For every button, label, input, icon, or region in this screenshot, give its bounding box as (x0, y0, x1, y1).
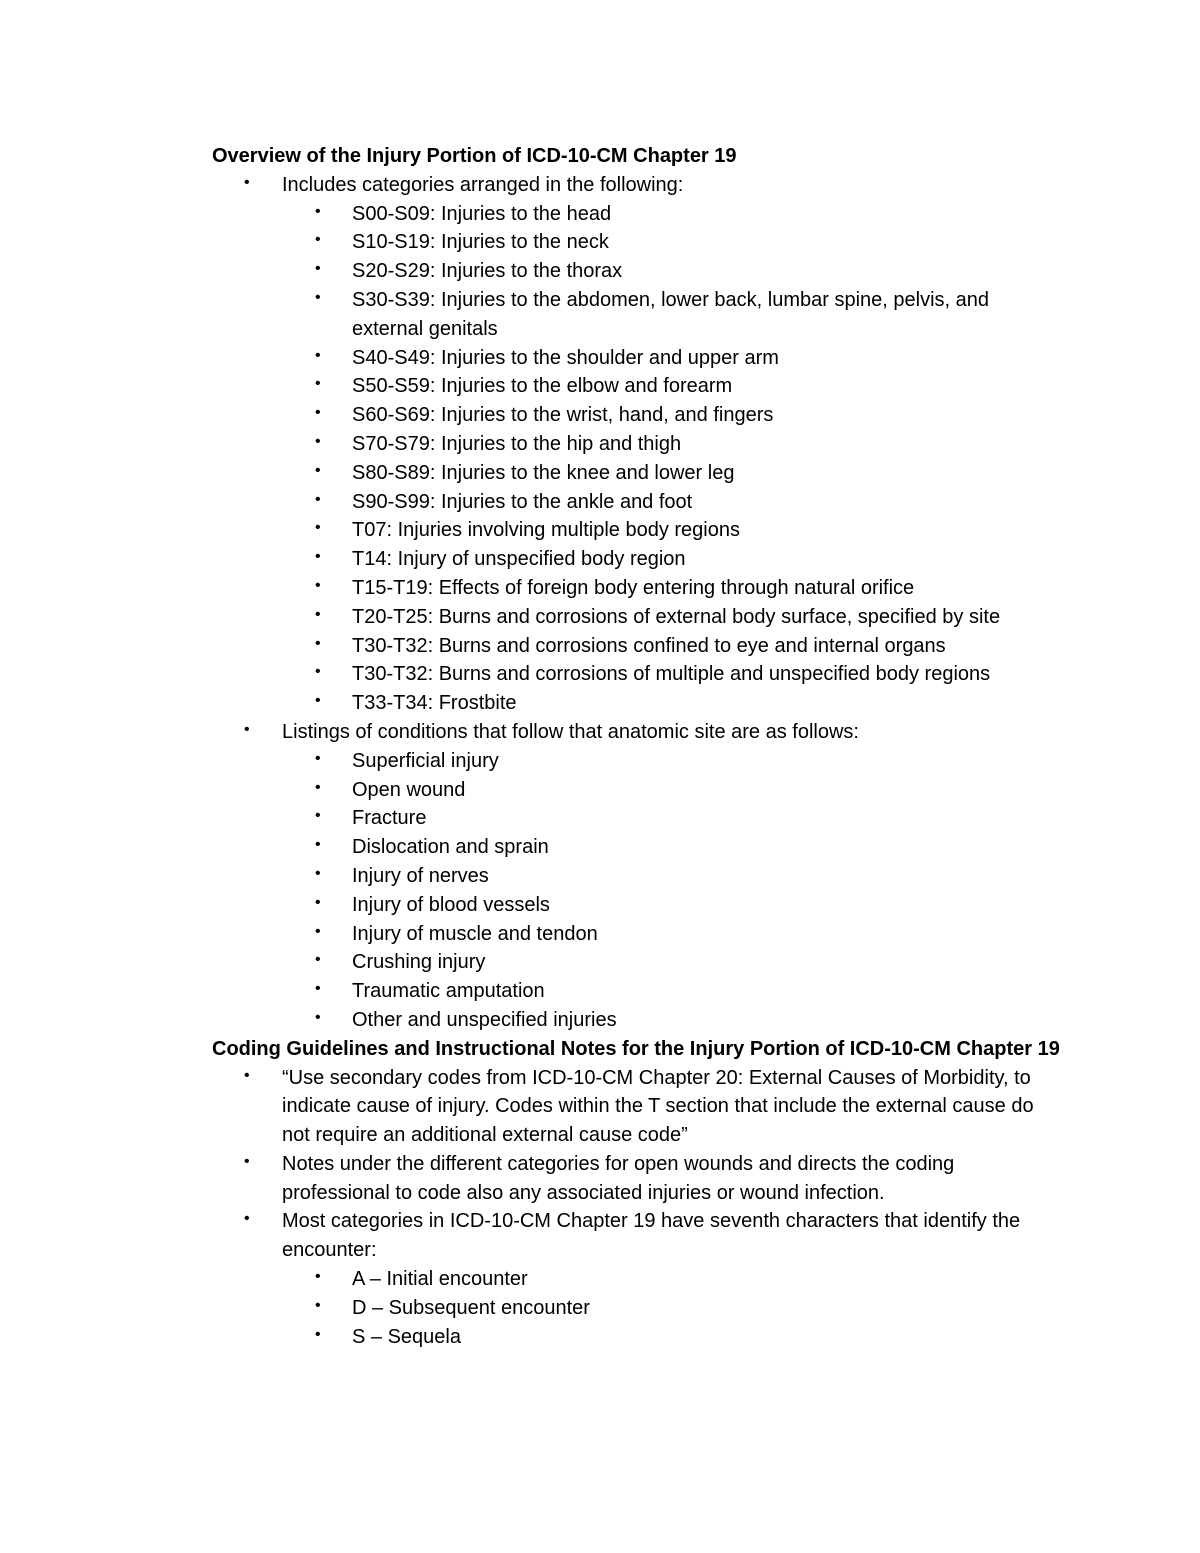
bullet-icon: • (315, 836, 321, 854)
list-item-text: Notes under the different categories for open wounds and directs the coding professional to code also any associated injuries or wound infection. (282, 1152, 955, 1204)
list-item (212, 459, 1062, 488)
bullet-icon: • (315, 663, 321, 681)
list-item (212, 516, 1062, 545)
bullet-icon: • (315, 634, 321, 652)
list-item (212, 1323, 1062, 1352)
list-item-text: T20-T25: Burns and corrosions of external body surface, specified by site (352, 605, 1001, 628)
bullet-icon: • (315, 778, 321, 796)
list-item (212, 603, 1062, 632)
bullet-icon: • (315, 461, 321, 479)
condition-list (212, 747, 1062, 1035)
list-item (212, 833, 1062, 862)
bullet-icon: • (244, 1210, 250, 1228)
bullet-icon: • (244, 173, 250, 191)
bullet-icon: • (315, 922, 321, 940)
list-item (212, 1150, 1062, 1208)
bullet-icon: • (315, 202, 321, 220)
list-item (212, 747, 1062, 776)
category-list (212, 200, 1062, 718)
list-item (212, 948, 1062, 977)
list-item (212, 718, 1062, 1035)
list-item-text: S50-S59: Injuries to the elbow and forearm (352, 375, 733, 398)
section-heading-overview: Overview of the Injury Portion of ICD-10-CM Chapter 19 (212, 145, 737, 167)
list-item (212, 977, 1062, 1006)
bullet-icon: • (315, 548, 321, 566)
list-item-text: T14: Injury of unspecified body region (352, 548, 686, 571)
list-item-text: Dislocation and sprain (352, 836, 549, 859)
bullet-icon: • (315, 1296, 321, 1314)
list-item (212, 1265, 1062, 1294)
list-item-text: T30-T32: Burns and corrosions of multiple and unspecified body regions (352, 663, 991, 686)
list-item (212, 545, 1062, 574)
list-item (212, 171, 1062, 718)
bullet-icon: • (315, 490, 321, 508)
bullet-icon: • (315, 692, 321, 710)
list-item-text: Injury of nerves (352, 864, 489, 887)
bullet-icon: • (315, 375, 321, 393)
overview-list (212, 171, 1062, 1035)
list-item-text: Open wound (352, 778, 466, 801)
list-item-text: Listings of conditions that follow that anatomic site are as follows: (282, 720, 859, 743)
list-item-text: D – Subsequent encounter (352, 1296, 590, 1319)
list-item (212, 574, 1062, 603)
list-item (212, 228, 1062, 257)
list-item (212, 200, 1062, 229)
list-item (212, 286, 1062, 344)
bullet-icon: • (315, 346, 321, 364)
list-item-text: A – Initial encounter (352, 1268, 528, 1291)
list-item (212, 1294, 1062, 1323)
list-item (212, 862, 1062, 891)
list-item (212, 660, 1062, 689)
list-item (212, 488, 1062, 517)
list-item-text: S00-S09: Injuries to the head (352, 202, 612, 225)
bullet-icon: • (244, 1066, 250, 1084)
bullet-icon: • (315, 1325, 321, 1343)
document-body (212, 142, 1062, 1351)
list-item-text: T33-T34: Frostbite (352, 692, 517, 715)
bullet-icon: • (244, 720, 250, 738)
list-item (212, 401, 1062, 430)
bullet-icon: • (315, 605, 321, 623)
list-item-text: S80-S89: Injuries to the knee and lower leg (352, 461, 735, 484)
bullet-icon: • (315, 519, 321, 537)
bullet-icon: • (315, 432, 321, 450)
list-item-text: S – Sequela (352, 1325, 461, 1348)
list-item (212, 257, 1062, 286)
list-item-text: Fracture (352, 807, 427, 830)
list-item (212, 1207, 1062, 1351)
bullet-icon: • (315, 1268, 321, 1286)
bullet-icon: • (315, 1008, 321, 1026)
list-item (212, 804, 1062, 833)
list-item-text: T15-T19: Effects of foreign body entering through natural orifice (352, 576, 915, 599)
list-item (212, 891, 1062, 920)
section-heading-coding-guidelines: Coding Guidelines and Instructional Notes for the Injury Portion of ICD-10-CM Chapter 19 (212, 1037, 1060, 1060)
list-item-text: Crushing injury (352, 951, 486, 974)
list-item-text: S20-S29: Injuries to the thorax (352, 260, 623, 283)
list-item-text: Traumatic amputation (352, 980, 545, 1003)
list-item-text: Superficial injury (352, 749, 499, 772)
list-item-text: T07: Injuries involving multiple body regions (352, 519, 740, 542)
bullet-icon: • (315, 260, 321, 278)
guidelines-list (212, 1064, 1062, 1352)
bullet-icon: • (315, 231, 321, 249)
bullet-icon: • (315, 749, 321, 767)
list-item-text: Other and unspecified injuries (352, 1008, 617, 1031)
list-item (212, 1006, 1062, 1035)
bullet-icon: • (315, 807, 321, 825)
list-item-text: S40-S49: Injuries to the shoulder and upper arm (352, 346, 779, 369)
seventh-character-list (212, 1265, 1062, 1351)
list-item (212, 689, 1062, 718)
list-item-text: S30-S39: Injuries to the abdomen, lower back, lumbar spine, pelvis, and external genitals (352, 288, 990, 340)
bullet-icon: • (315, 893, 321, 911)
list-item-text: S90-S99: Injuries to the ankle and foot (352, 490, 693, 513)
list-item (212, 776, 1062, 805)
list-item-text: Most categories in ICD-10-CM Chapter 19 have seventh characters that identify the encounter: (282, 1210, 1021, 1262)
list-item-text: Injury of muscle and tendon (352, 922, 598, 945)
bullet-icon: • (315, 288, 321, 306)
list-item (212, 372, 1062, 401)
bullet-icon: • (244, 1152, 250, 1170)
list-item-text: Injury of blood vessels (352, 893, 550, 916)
bullet-icon: • (315, 864, 321, 882)
list-item-text: “Use secondary codes from ICD-10-CM Chapter 20: External Causes of Morbidity, to indicate cause of injury. Codes within the T section that include the external cause do not require an additional external cause code” (282, 1066, 1034, 1147)
list-item-text: S60-S69: Injuries to the wrist, hand, and fingers (352, 404, 774, 427)
list-item (212, 920, 1062, 949)
bullet-icon: • (315, 576, 321, 594)
list-item (212, 1064, 1062, 1150)
list-item (212, 632, 1062, 661)
bullet-icon: • (315, 404, 321, 422)
list-item (212, 430, 1062, 459)
list-item-text: Includes categories arranged in the following: (282, 173, 684, 196)
list-item-text: S10-S19: Injuries to the neck (352, 231, 609, 254)
bullet-icon: • (315, 980, 321, 998)
list-item-text: T30-T32: Burns and corrosions confined to eye and internal organs (352, 634, 946, 657)
bullet-icon: • (315, 951, 321, 969)
list-item-text: S70-S79: Injuries to the hip and thigh (352, 432, 682, 455)
list-item (212, 344, 1062, 373)
